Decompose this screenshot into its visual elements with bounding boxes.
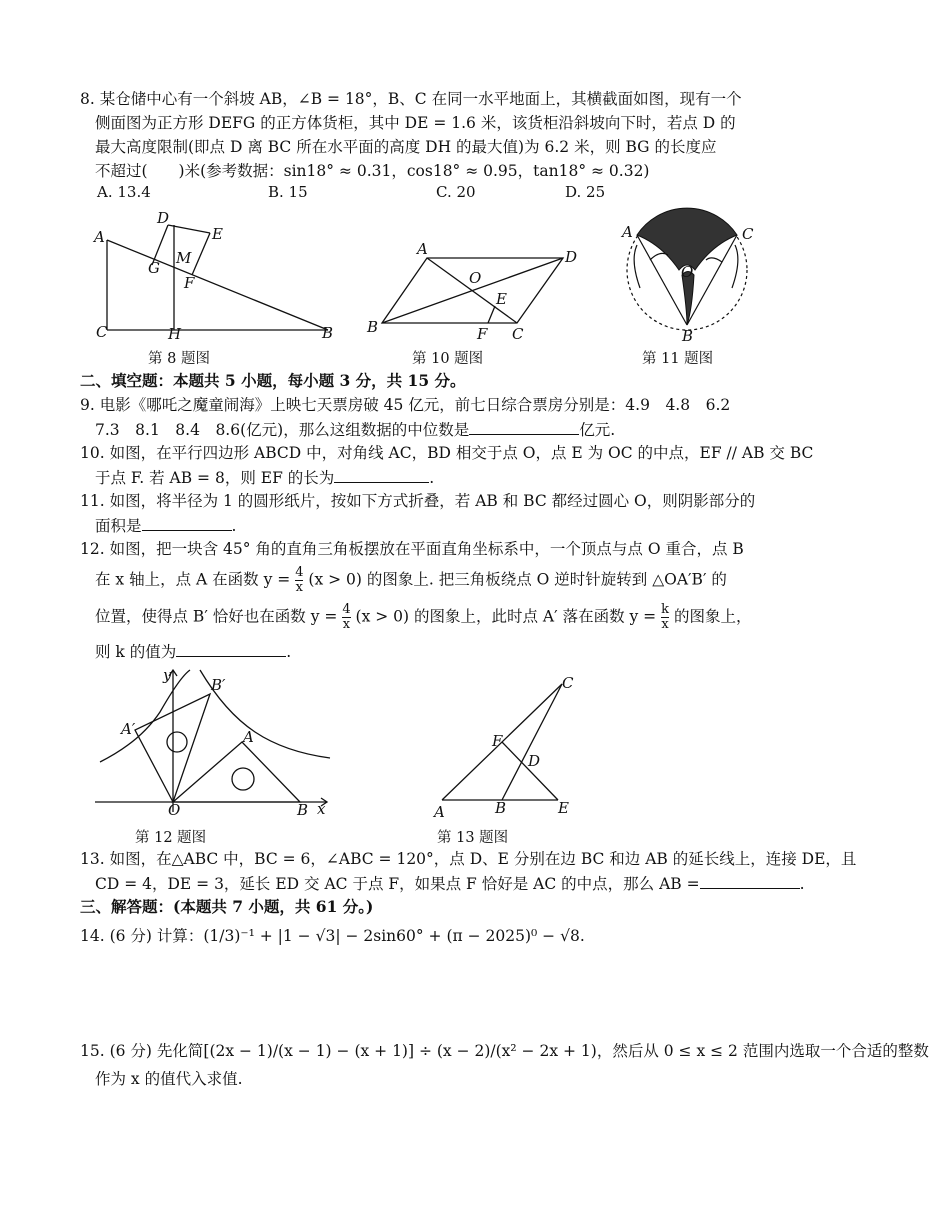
q13-line2 [95,872,805,895]
figure-13-caption: 第 13 题图 [437,830,509,846]
svg-text:E: E [558,799,569,817]
q11-line2 [95,514,236,537]
fraction-numerator: k [661,602,669,617]
q13-answer-blank[interactable] [700,872,800,889]
q13-line2-end: . [799,875,805,893]
figure-12 [95,662,340,820]
q12-line2-rest: (x > 0) 的图象上. 把三角板绕点 O 逆时针旋转到 △OA′B′ 的 [308,570,727,589]
q12-fraction-4-over-x [295,566,303,595]
svg-text:G: G [148,259,160,277]
svg-text:B: B [495,799,507,817]
q12-line3-end: 的图象上， [673,607,752,626]
q11-line2-end: . [231,517,237,535]
fraction-denominator: x [661,617,669,632]
svg-text:D: D [528,752,541,770]
q15-expression: [(2x − 1)/(x − 1) − (x + 1)] ÷ (x − 2)/(x² − 2x + 1) [203,1042,597,1060]
figure-8-caption: 第 8 题图 [148,351,210,367]
svg-text:A′: A′ [121,720,136,738]
svg-text:F: F [492,732,503,750]
q10-line2-end: . [429,469,435,487]
q9-line2-unit: 亿元. [579,421,616,439]
svg-text:C: C [562,674,574,692]
figure-13 [430,672,590,821]
q12-line2-text: 在 x 轴上，点 A 在函数 y = [95,570,291,589]
q10-line2-text: 于点 F. 若 AB = 8，则 EF 的长为 [95,469,335,487]
fraction-numerator: 4 [295,565,304,580]
q15-line2: 作为 x 的值代入求值. [95,1070,243,1088]
svg-text:B: B [322,324,334,342]
svg-text:x: x [317,800,326,818]
figure-11-caption: 第 11 题图 [642,351,714,367]
q12-line1: 12. 如图，把一块含 45° 角的直角三角板摆放在平面直角坐标系中，一个顶点与点 O 重合，点 B [80,540,744,558]
q9-line2-text: 7.3 8.1 8.4 8.6(亿元)，那么这组数据的中位数是 [95,421,470,439]
q12-line3-text: 位置，使得点 B′ 恰好也在函数 y = [95,607,338,626]
section-2-heading: 二、填空题：本题共 5 小题，每小题 3 分，共 15 分。 [80,371,466,390]
figure-10 [365,240,585,345]
q12-fraction-k-over-x [661,603,669,632]
q10-line1: 10. 如图，在平行四边形 ABCD 中，对角线 AC，BD 相交于点 O，点 E 为 OC 的中点，EF // AB 交 BC [80,444,814,462]
svg-text:B: B [297,801,309,819]
svg-text:B′: B′ [211,676,226,694]
q11-answer-blank[interactable] [142,514,232,531]
svg-text:D: D [565,248,578,266]
svg-text:A: A [622,223,633,241]
q8-option-b: B. 15 [268,183,308,201]
q14-text: 14. (6 分) 计算：(1/3)⁻¹ + |1 − √3| − 2sin60° + (π − 2025)⁰ − √8. [80,927,585,945]
q12-fraction-4-over-x-b [342,603,350,632]
svg-text:B: B [682,327,694,345]
q11-line1: 11. 如图，将半径为 1 的圆形纸片，按如下方式折叠，若 AB 和 BC 都经过圆心 O，则阴影部分的 [80,492,756,510]
svg-text:O: O [168,801,181,819]
svg-text:F: F [477,325,488,343]
fraction-denominator: x [342,617,351,632]
svg-text:H: H [168,325,182,343]
section-3-heading: 三、解答题：(本题共 7 小题，共 61 分。) [80,897,374,916]
svg-text:E: E [212,225,223,243]
svg-text:A: A [94,228,105,246]
q12-line4-text: 则 k 的值为 [95,643,177,661]
q12-line2 [95,566,727,595]
svg-text:F: F [184,274,195,292]
q15-line1-rest: ，然后从 0 ≤ x ≤ 2 范围内选取一个合适的整数 [596,1042,929,1060]
svg-text:M: M [176,249,192,267]
svg-text:C: C [512,325,524,343]
svg-text:A: A [434,803,445,821]
figure-12-caption: 第 12 题图 [135,830,207,846]
figure-8 [90,205,350,350]
q8-line1: 8. 某仓储中心有一个斜坡 AB，∠B = 18°，B、C 在同一水平地面上，其横截面如图，现有一个 [80,90,742,108]
q12-line3-mid: (x > 0) 的图象上，此时点 A′ 落在函数 y = [355,607,657,626]
q10-answer-blank[interactable] [334,466,429,483]
figure-10-caption: 第 10 题图 [412,351,484,367]
q12-line3 [95,603,751,632]
q9-line1: 9. 电影《哪吒之魔童闹海》上映七天票房破 45 亿元，前七日综合票房分别是：4.9 4.8 6.2 [80,396,731,414]
svg-text:A: A [417,240,428,258]
q9-line2 [95,418,615,441]
svg-text:D: D [157,209,170,227]
q12-answer-blank[interactable] [176,640,286,657]
svg-text:y: y [163,666,172,684]
q8-option-d: D. 25 [565,183,606,201]
svg-text:C: C [742,225,754,243]
q8-line3: 最大高度限制(即点 D 离 BC 所在水平面的高度 DH 的最大值)为 6.2 米，则 BG 的长度应 [95,138,717,156]
figure-11 [610,200,765,345]
q13-line2-text: CD = 4，DE = 3，延长 ED 交 AC 于点 F，如果点 F 恰好是 AC 的中点，那么 AB = [95,875,700,893]
svg-text:B: B [367,318,379,336]
q12-line4-end: . [286,643,292,661]
q8-option-c: C. 20 [436,183,476,201]
q8-line4: 不超过( )米(参考数据：sin18° ≈ 0.31，cos18° ≈ 0.95，tan18° ≈ 0.32) [95,162,650,180]
q10-line2 [95,466,434,489]
svg-text:C: C [96,323,108,341]
fraction-numerator: 4 [342,602,351,617]
q9-answer-blank[interactable] [469,418,579,435]
svg-text:A: A [243,728,254,746]
q15-line1 [80,1040,929,1062]
svg-text:O: O [681,263,694,281]
q8-line2: 侧面图为正方形 DEFG 的正方体货柜，其中 DE = 1.6 米，该货柜沿斜坡向下时，若点 D 的 [95,114,736,132]
q13-line1: 13. 如图，在△ABC 中，BC = 6，∠ABC = 120°，点 D、E 分别在边 BC 和边 AB 的延长线上，连接 DE，且 [80,850,857,868]
q15-line1-text: 15. (6 分) 先化简 [80,1042,204,1060]
svg-text:E: E [496,290,507,308]
q12-line4 [95,640,291,663]
q8-option-a: A. 13.4 [97,183,151,201]
svg-text:O: O [469,269,482,287]
fraction-denominator: x [295,580,303,595]
q11-line2-text: 面积是 [95,517,142,535]
